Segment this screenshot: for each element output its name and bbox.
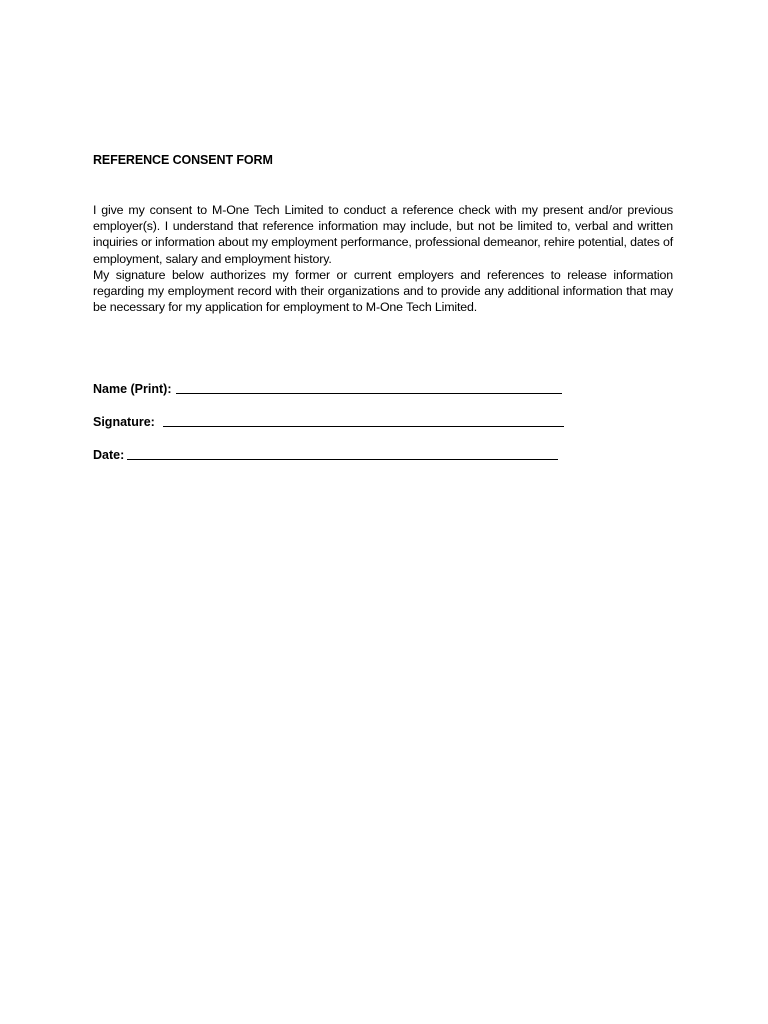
- signature-label: Signature:: [93, 415, 155, 429]
- signature-field: [93, 414, 564, 429]
- date-label: Date:: [93, 448, 125, 462]
- name-blank-line: [176, 381, 562, 394]
- authorization-paragraph: My signature below authorizes my former or current employers and references to release information regarding my employment record with their organizations and to provide any additional information that may be necessary for my application for employment to M-One Tech Limited.: [93, 267, 673, 315]
- form-title: REFERENCE CONSENT FORM: [93, 153, 273, 167]
- name-label: Name (Print):: [93, 382, 172, 396]
- consent-paragraph: I give my consent to M-One Tech Limited to conduct a reference check with my present and/or previous employer(s). I understand that reference information may include, but not be limited to, verbal and written inquiries or information about my employment performance, professional demeanor, rehire potential, dates of employment, salary and employment history.: [93, 203, 673, 266]
- consent-body: [93, 202, 673, 315]
- date-field: [93, 447, 558, 462]
- name-field: [93, 381, 562, 396]
- signature-blank-line: [163, 414, 564, 427]
- date-blank-line: [127, 447, 558, 460]
